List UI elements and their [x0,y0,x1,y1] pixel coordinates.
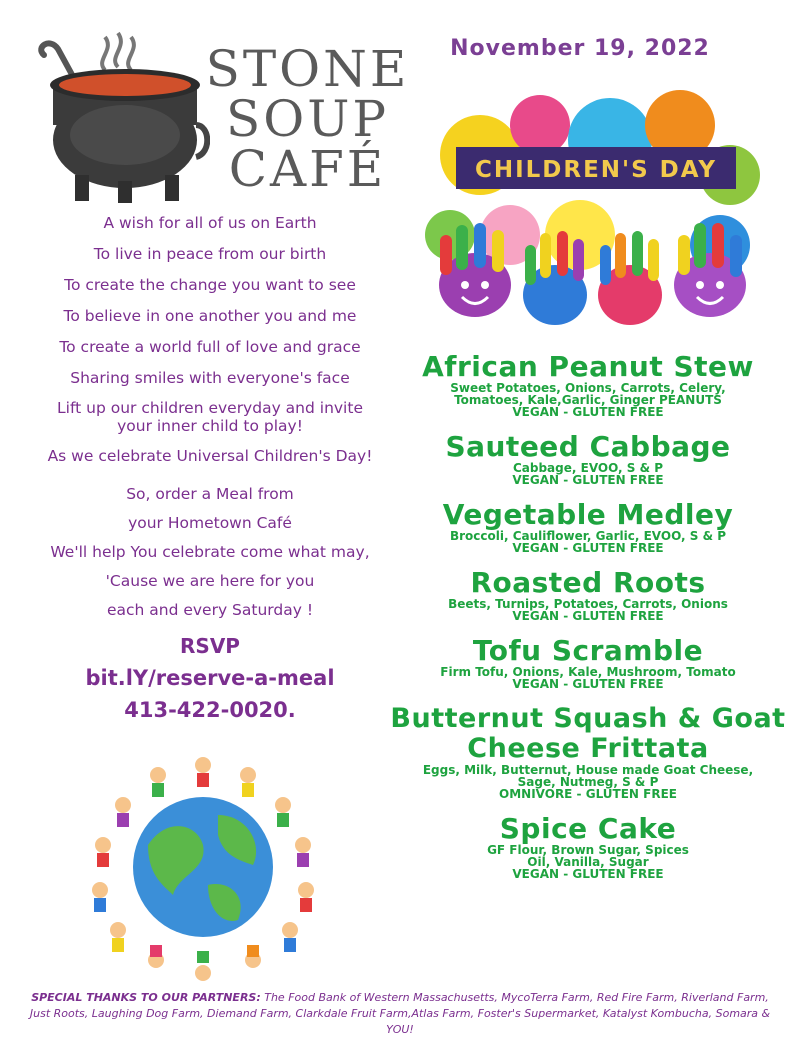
menu-item-description: Tomatoes, Kale,Garlic, Ginger PEANUTS [454,393,722,407]
menu-item-description: Broccoli, Cauliflower, Garlic, EVOO, S & P [449,529,727,543]
cafe-logo [200,40,415,198]
order-line: 'Cause we are here for you [105,572,315,590]
logo-line: STONE [205,40,410,98]
poem-line: As we celebrate Universal Children's Day! [47,447,373,465]
menu-item-description: Eggs, Milk, Butternut, House made Goat Cheese, [422,763,754,777]
menu-item-title: Sauteed Cabbage [445,430,731,463]
menu-item-description: Sage, Nutmeg, S & P [517,775,659,789]
poem [0,208,420,472]
rsvp-block [0,630,420,726]
menu-item [388,352,788,418]
poem-line: To create the change you want to see [64,276,356,294]
order-line: So, order a Meal from [126,485,294,503]
menu-item-title: Butternut Squash & Goat Cheese Frittata [390,703,786,764]
poem-line: To create a world full of love and grace [59,338,361,356]
partners-list: The Food Bank of Western Massachusetts, MycoTerra Farm, Red Fire Farm, Riverland Farm, Just Roots, Laughing Dog Farm, Diemand Farm, Clarkdale Fruit Farm,Atlas Farm, Foster's Supermarket, Katalyst Kombucha, Somara & YOU! [29,991,771,1036]
banner-label: CHILDREN'S DAY [474,157,718,183]
poem-line: Sharing smiles with everyone's face [70,369,350,387]
menu-item [388,568,788,622]
menu-item-description: Sweet Potatoes, Onions, Carrots, Celery, [450,381,726,395]
menu-item-description: VEGAN - GLUTEN FREE [512,541,664,555]
menu-item-description: VEGAN - GLUTEN FREE [512,867,664,881]
menu-item-description: Beets, Turnips, Potatoes, Carrots, Onions [448,597,728,611]
rsvp-label: RSVP [180,634,240,658]
poem-line: To believe in one another you and me [63,307,357,325]
menu-item-description: VEGAN - GLUTEN FREE [512,473,664,487]
logo-line: SOUP [225,90,390,148]
childrens-day-image [420,85,765,340]
menu-item-title: Tofu Scramble [472,634,704,667]
menu-item [388,432,788,486]
order-line: each and every Saturday ! [106,601,314,619]
order-line: We'll help You celebrate come what may, [50,543,370,561]
menu-item-description: VEGAN - GLUTEN FREE [512,405,664,419]
poem-line: To live in peace from our birth [93,245,327,263]
menu-item-description: Oil, Vanilla, Sugar [527,855,649,869]
menu-item [388,704,788,800]
menu-item-title: Roasted Roots [470,566,706,599]
menu-item-description: Cabbage, EVOO, S & P [512,461,664,475]
menu-item-title: Spice Cake [499,812,677,845]
order-message [0,480,420,625]
partners-label: SPECIAL THANKS TO OUR PARTNERS: [31,991,261,1004]
reserve-link[interactable]: bit.lY/reserve-a-meal [85,666,335,690]
logo-line: CAFÉ [228,140,387,198]
menu-item-description: GF Flour, Brown Sugar, Spices [487,843,689,857]
poem-line: Lift up our children everyday and invite your inner child to play! [57,399,363,435]
menu-item-description: OMNIVORE - GLUTEN FREE [499,787,677,801]
globe-kids-image [78,745,328,985]
menu-item-title: Vegetable Medley [442,498,734,531]
soup-pot-icon [30,25,210,205]
menu-item-description: VEGAN - GLUTEN FREE [512,677,664,691]
menu-item-description: VEGAN - GLUTEN FREE [512,609,664,623]
poem-line: A wish for all of us on Earth [103,214,317,232]
order-line: your Hometown Café [128,514,292,532]
menu-item [388,636,788,690]
menu [388,352,788,894]
menu-item-description: Firm Tofu, Onions, Kale, Mushroom, Tomato [440,665,736,679]
phone-number: 413-422-0020. [124,698,296,722]
menu-item [388,500,788,554]
partners-footer [20,990,780,1038]
menu-item-title: African Peanut Stew [422,350,754,383]
event-date: November 19, 2022 [450,36,710,61]
menu-item [388,814,788,880]
